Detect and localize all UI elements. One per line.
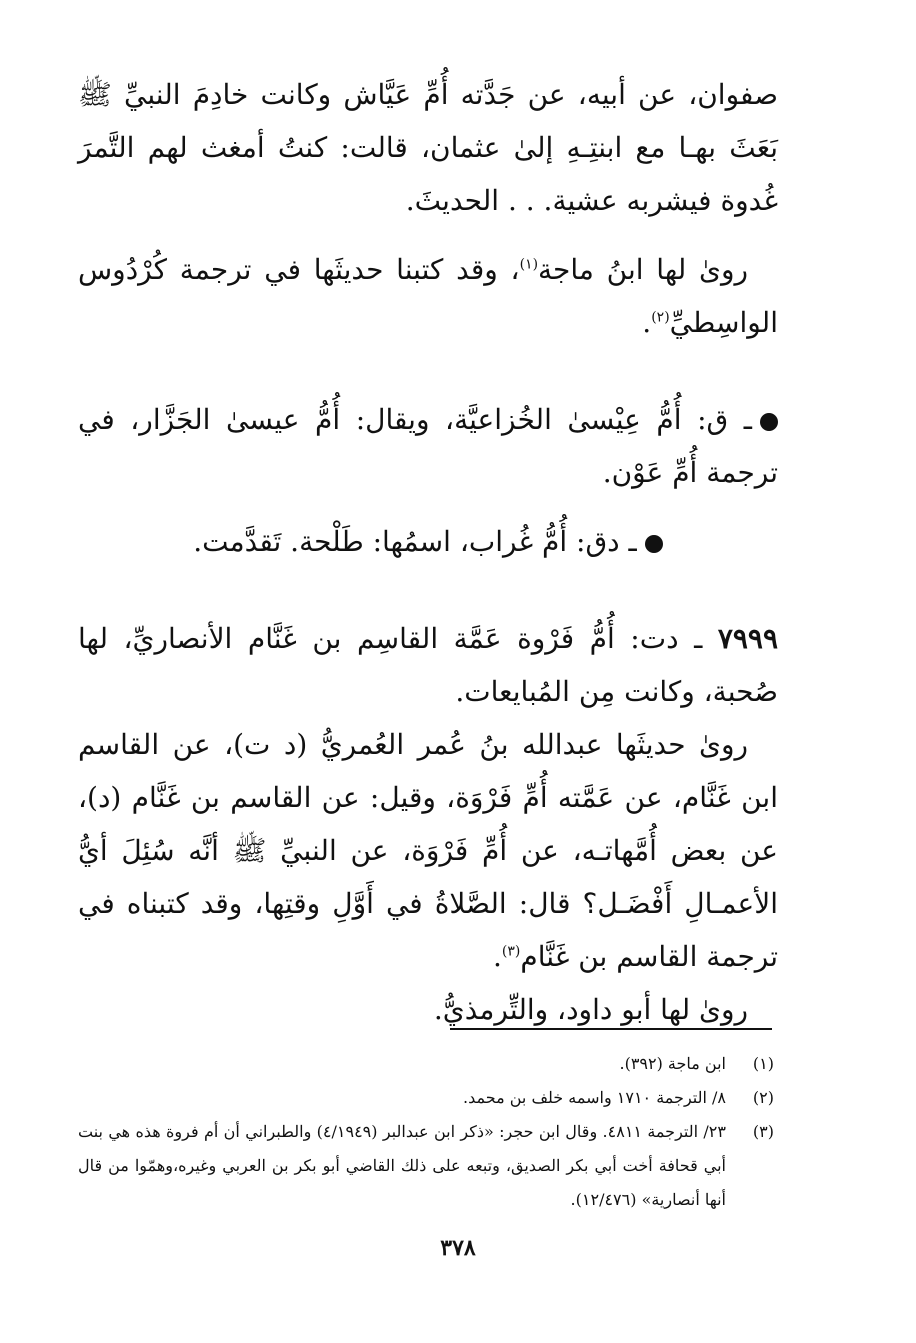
footnote-number: (٣) [752,1122,774,1141]
paragraph-1: صفوان، عن أبيه، عن جَدَّته أُمِّ عَيَّاش وكانت خادِمَ النبيِّ ﷺ بَعَثَ بهـا مع ابنتِـهِ إلىٰ عثمان، قالت: كنتُ أمغث لهم التَّمرَ غُدوة فيشربه عشية. . . الحديثَ. [78,78,778,217]
entry-umm-isa-text: ـ ق: أُمُّ عِيْسىٰ الخُزاعيَّة، ويقال: أُمُّ عيسىٰ الجَزَّار، في ترجمة أُمِّ عَوْن. [78,403,778,489]
bullet-icon [760,413,778,431]
footnote-text: ٨/ الترجمة ١٧١٠ واسمه خلف بن محمد. [463,1088,726,1107]
bullet-icon [645,535,663,553]
footnote-3 [78,1115,774,1217]
paragraph-3 [78,718,778,983]
footnote-number: (١) [752,1054,774,1073]
spacer [78,568,778,612]
spacer [78,499,778,515]
paragraph-2-end: . [642,306,652,339]
footnote-text: ابن ماجة (٣٩٢). [619,1054,726,1073]
spacer [78,349,778,393]
entry-umm-isa [78,393,778,499]
footnote-ref-2[interactable]: (٢) [651,309,670,326]
page-number: ٣٧٨ [440,1235,476,1261]
paragraph-2-text: رویٰ لها ابنُ ماجة [538,253,748,286]
footnote-ref-1[interactable]: (١) [519,256,539,273]
footnote-ref-3[interactable]: (٣) [501,943,521,960]
footnote-2 [78,1081,774,1115]
paragraph-2 [78,243,778,349]
footnote-number: (٢) [752,1088,774,1107]
footnote-1 [78,1047,774,1081]
paragraph-3-end: . [493,940,502,973]
entry-umm-ghurab-text: ـ دق: أُمُّ غُراب، اسمُها: طَلْحة. تَقدَّمت. [193,525,637,558]
main-text [78,68,778,1036]
entry-umm-ghurab [78,515,778,568]
footnote-text: ٢٣/ الترجمة ٤٨١١. وقال ابن حجر: «ذكر ابن عبدالبر (٤/١٩٤٩) والطبراني أن أم فروة هذه هي بنت أبي قحافة أخت أبي بكر الصديق، وتبعه على ذلك القاضي أبو بكر بن العربي وغيره،وهمّوا من قال أنها أنصارية» (١٢/٤٧٦). [78,1122,726,1209]
footnote-separator [450,1028,772,1030]
entry-umm-farwa-text: ـ دت: أُمُّ فَرْوة عَمَّة القاسِم بن غَنَّام الأنصاريِّ، لها صُحبة، وكانت مِن المُبايعات. [78,622,778,708]
entry-umm-farwa [78,612,778,718]
spacer [78,227,778,243]
entry-number: ٧٩٩٩ [717,622,778,655]
paragraph-2-middle: ، وقد كتبنا حديثَها في ترجمة كُرْدُوس الواسِطيِّ [78,253,778,339]
footnotes [78,1047,774,1217]
paragraph-3-text: رویٰ حديثَها عبدالله بنُ عُمر العُمريُّ (د ت)، عن القاسم ابن غَنَّام، عن عَمَّته أُمِّ فَرْوَة، وقيل: عن القاسم بن غَنَّام (د)، عن بعض أُمَّهاتـه، عن أُمِّ فَرْوَة، عن النبيِّ ﷺ أنَّه سُئِلَ أيُّ الأعمـالِ أَفْضَـل؟ قال: الصَّلاةُ في أَوَّلِ وقتِها، وقد كتبناه في ترجمة القاسم بن غَنَّام [78,728,778,973]
paragraph-4: رویٰ لها أبو داود، والتِّرمذيُّ. [433,993,748,1026]
